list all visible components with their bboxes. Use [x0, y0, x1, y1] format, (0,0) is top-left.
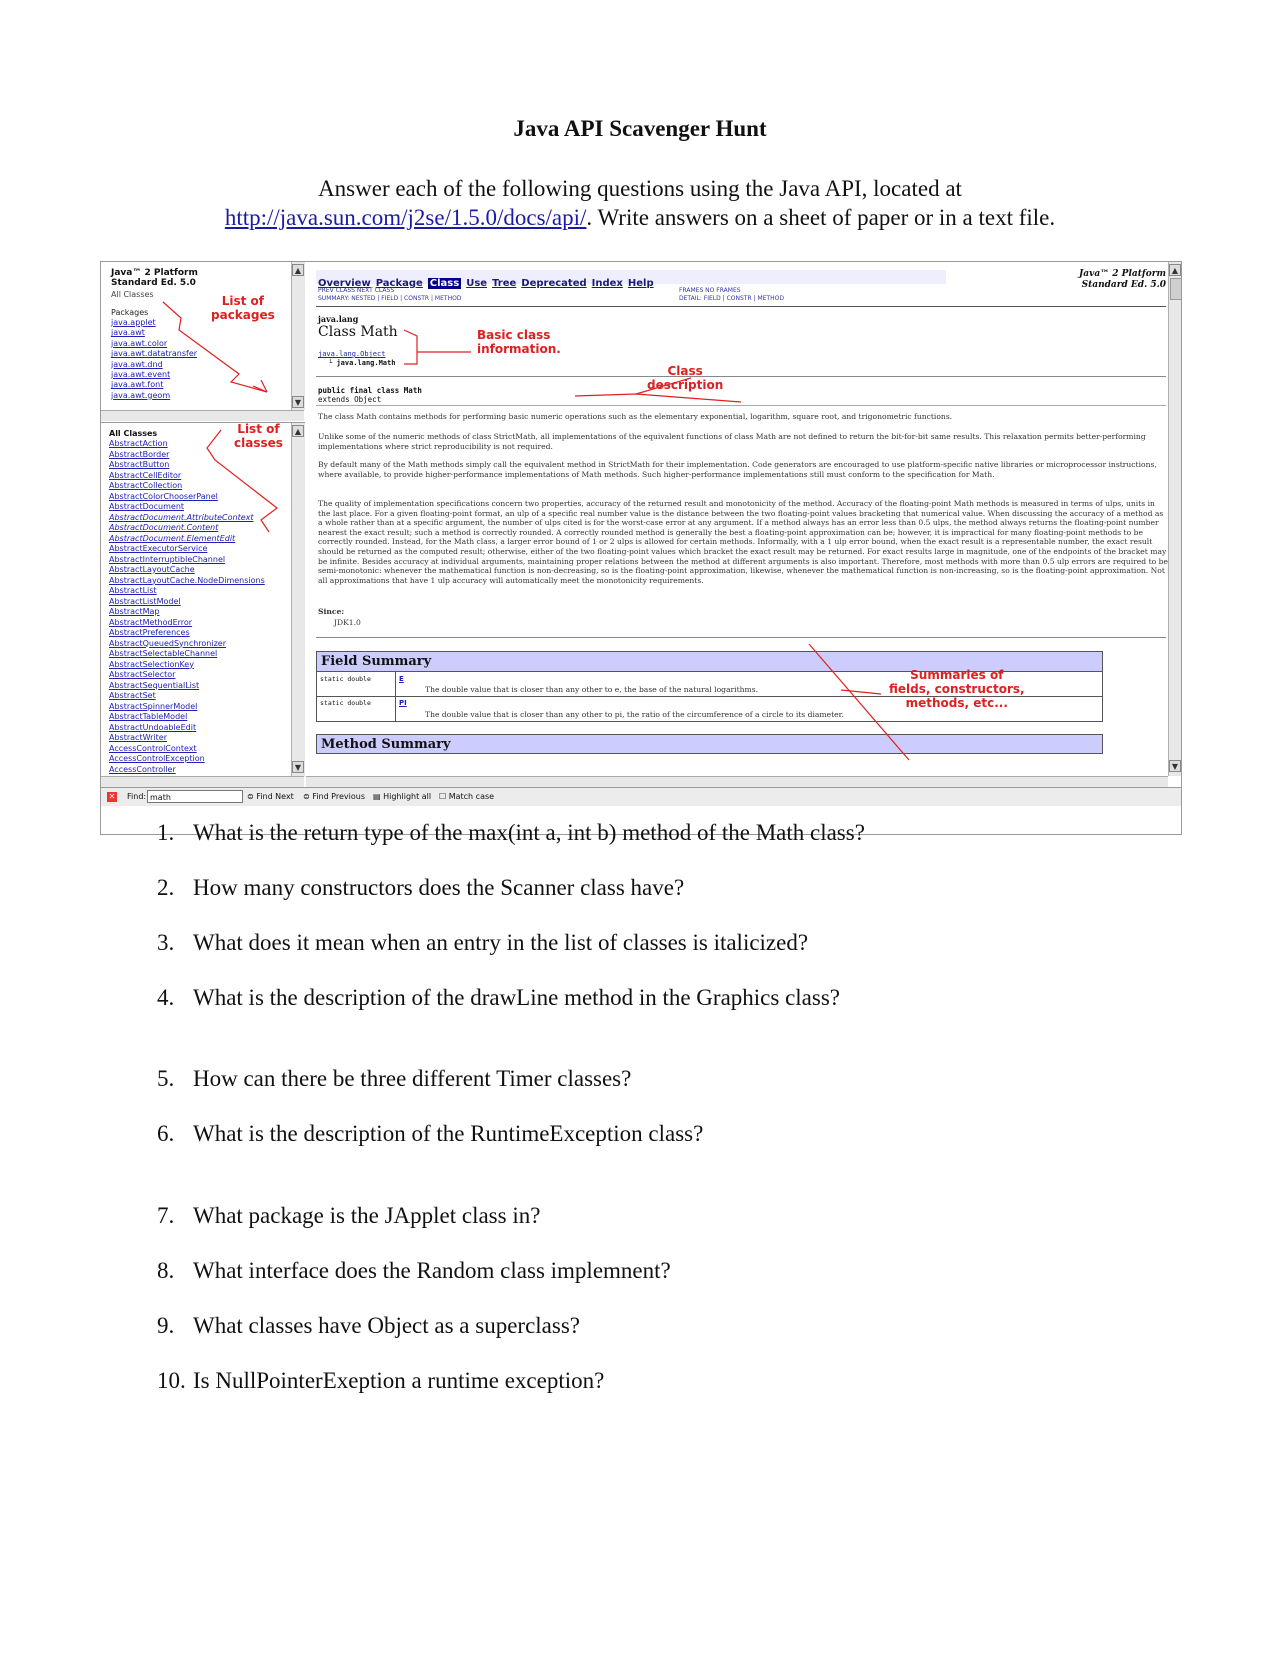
subnav-left: PREV CLASS NEXT CLASS SUMMARY: NESTED | FIELD | CONSTR | METHOD — [318, 287, 462, 302]
class-link[interactable]: AbstractSequentialList — [109, 680, 200, 690]
description-p1: The class Math contains methods for performing basic numeric operations such as the elementary exponential, logarithm, square root, and trigonometric functions. — [318, 412, 953, 421]
class-link[interactable]: AbstractDocument.ElementEdit — [109, 533, 236, 543]
close-icon[interactable]: ✕ — [108, 792, 116, 801]
class-link[interactable]: AbstractBorder — [109, 449, 170, 459]
class-link[interactable]: AbstractSet — [109, 691, 156, 700]
find-label: Find: — [127, 792, 147, 801]
field-summary-header: Field Summary — [316, 651, 1103, 672]
class-link[interactable]: AccessControlContext — [109, 743, 197, 753]
class-link[interactable]: AccessControlException — [109, 754, 205, 763]
description-p2: Unlike some of the numeric methods of class StrictMath, all implementations of the equivalent functions of class Math are not defined to return the bit-for-bit same results. This relaxation permits better-performing implementations where strict reproducibility is not required. — [318, 432, 1146, 451]
highlight-button[interactable]: ▤ Highlight all — [373, 792, 432, 801]
class-link[interactable]: AbstractAction — [109, 439, 168, 448]
field-type: static double — [320, 675, 371, 683]
find-input[interactable]: math — [147, 790, 243, 803]
question-1: 1. What is the return type of the max(int a, int b) method of the Math class? — [157, 820, 865, 845]
class-link[interactable]: AbstractList — [109, 586, 157, 595]
question-2: 2. How many constructors does the Scanner class have? — [157, 875, 685, 900]
method-summary-header: Method Summary — [316, 734, 1103, 754]
question-5: 5. How can there be three different Timer classes? — [157, 1066, 632, 1091]
field-desc: The double value that is closer than any other to e, the base of the natural logarithms. — [425, 685, 759, 694]
description-p3: By default many of the Math methods simply call the equivalent method in StrictMath for their implementation. Code generators are encouraged to use platform-specific native libraries or microprocessor instructions, where available, to provide higher-performance implementations of Math methods. Such higher-performance implementations still must conform to the specification for Math. — [318, 460, 1157, 479]
class-link[interactable]: AbstractExecutorService — [109, 544, 208, 553]
annotation-classes: List of classes — [234, 422, 283, 450]
find-bar — [101, 787, 1181, 806]
package-link[interactable]: java.awt.font — [111, 380, 164, 390]
package-link[interactable]: java.awt.event — [111, 370, 171, 380]
since-label: Since: — [318, 607, 345, 616]
find-previous-button[interactable]: ⊜ Find Previous — [303, 792, 365, 801]
annotation-summaries: Summaries of fields, constructors, methods, etc... — [889, 668, 1025, 710]
class-link[interactable]: AbstractLayoutCache.NodeDimensions — [109, 575, 265, 585]
class-link[interactable]: AbstractDocument.AttributeContext — [109, 512, 254, 522]
class-declaration: public final class Math extends Object — [318, 386, 422, 404]
since-value: JDK1.0 — [334, 618, 361, 627]
field-type: static double — [320, 699, 371, 707]
class-link[interactable]: AbstractSpinnerModel — [109, 701, 198, 711]
class-link[interactable]: AbstractSelectableChannel — [109, 649, 218, 658]
nav-link-class[interactable]: Class — [429, 278, 460, 289]
class-link[interactable]: AccessController — [109, 764, 176, 774]
annotation-basic-info: Basic class information. — [477, 328, 561, 356]
question-4: 4. What is the description of the drawLine method in the Graphics class? — [157, 985, 840, 1010]
class-link[interactable]: AbstractMap — [109, 607, 160, 616]
class-heading: Class Math — [318, 324, 398, 340]
class-link[interactable]: AbstractListModel — [109, 596, 181, 606]
class-link[interactable]: AbstractSelectionKey — [109, 659, 194, 669]
class-link[interactable]: AbstractWriter — [109, 733, 167, 742]
class-link[interactable]: AbstractMethodError — [109, 617, 193, 627]
scroll-up-icon[interactable]: ▲ — [292, 425, 304, 437]
package-link[interactable]: java.awt.color — [111, 338, 168, 348]
annotation-packages: List of packages — [211, 294, 275, 322]
document-title: Java API Scavenger Hunt — [513, 116, 767, 141]
field-name-link[interactable]: PI — [399, 699, 407, 707]
scroll-up-icon[interactable]: ▲ — [1169, 264, 1181, 276]
intro-after-link: . Write answers on a sheet of paper or in a text file. — [586, 205, 1056, 230]
class-hierarchy: java.lang.Object └ java.lang.Math — [318, 350, 396, 367]
package-link[interactable]: java.awt.dnd — [111, 359, 163, 369]
all-classes-label: All Classes — [109, 429, 158, 438]
api-screenshot — [100, 261, 1182, 835]
intro-line-1: Answer each of the following questions using the Java API, located at — [318, 176, 962, 201]
class-link[interactable]: AbstractTableModel — [109, 712, 188, 721]
subnav-right: FRAMES NO FRAMES DETAIL: FIELD | CONSTR | METHOD — [679, 287, 784, 302]
api-link[interactable]: http://java.sun.com/j2se/1.5.0/docs/api/ — [224, 205, 587, 230]
question-7: 7. What package is the JApplet class in? — [157, 1203, 541, 1228]
class-link[interactable]: AbstractButton — [109, 460, 170, 469]
field-name-link[interactable]: E — [399, 675, 404, 683]
package-link[interactable]: java.awt.geom — [111, 390, 171, 400]
scroll-down-icon[interactable]: ▼ — [292, 396, 304, 408]
package-link[interactable]: java.applet — [111, 318, 156, 327]
package-name: java.lang — [318, 314, 359, 324]
scroll-down-icon[interactable]: ▼ — [1169, 760, 1181, 772]
scroll-down-icon[interactable]: ▼ — [292, 761, 304, 773]
annotation-description: Class description — [647, 364, 724, 392]
nav-link-index[interactable]: Index — [591, 278, 623, 289]
scroll-up-icon[interactable]: ▲ — [292, 264, 304, 276]
class-link[interactable]: AbstractDocument — [109, 502, 185, 511]
question-3: 3. What does it mean when an entry in the list of classes is italicized? — [157, 930, 809, 955]
nav-link-overview[interactable]: Overview — [318, 278, 371, 289]
class-link[interactable]: AbstractQueuedSynchronizer — [109, 638, 227, 648]
nav-link-use[interactable]: Use — [466, 278, 488, 289]
class-link[interactable]: AbstractUndoableEdit — [109, 722, 197, 732]
packages-label: Packages — [111, 308, 149, 317]
nav-link-help[interactable]: Help — [627, 278, 654, 289]
question-10: 10. Is NullPointerExeption a runtime exception? — [157, 1368, 605, 1393]
class-link[interactable]: AbstractInterruptibleChannel — [109, 554, 226, 564]
question-8: 8. What interface does the Random class implemnent? — [157, 1258, 671, 1283]
question-9: 9. What classes have Object as a superclass? — [157, 1313, 581, 1338]
package-link[interactable]: java.awt.datatransfer — [111, 349, 198, 359]
platform-title: Java™ 2 Platform Standard Ed. 5.0 — [111, 268, 198, 288]
intro-line-2 — [0, 205, 1280, 231]
package-link[interactable]: java.awt — [111, 328, 145, 338]
find-next-button[interactable]: ⊜ Find Next — [247, 792, 294, 801]
class-link[interactable]: AbstractLayoutCache — [109, 565, 195, 574]
class-link[interactable]: AbstractCellEditor — [109, 470, 182, 480]
description-p4: The quality of implementation specifications concern two properties, accuracy of the returned result and monotonicity of the method. Accuracy of the floating-point Math methods is measured in terms of ulps, units in the last place. For a given floating-point format, an ulp of a specific real number value is the distance between the two floating-point values bracketing that numerical value. When discussing the accuracy of a method as a whole rather than at a specific argument, the number of ulps cited is for the worst-case error at any argument. If a method always has an error less than 0.5 ulps, the method always returns the floating-point number nearest the exact result; such a method is correctly rounded. A correctly rounded method is generally the best a floating-point approximation can be; however, it is impractical for many floating-point methods to be correctly rounded. Instead, for the Math class, a larger error bound of 1 or 2 ulps is allowed for certain methods. Informally, with a 1 ulp error bound, when the exact result is a representable number, the exact result should be returned as the computed result; otherwise, either of the two floating-point values which bracket the exact result may be returned. For exact results large in magnitude, one of the endpoints of the bracket may be infinite. Besides accuracy at individual arguments, maintaining proper relations between the method at different arguments is also important. Therefore, most methods with more than 0.5 ulp errors are required to be semi-monotonic: whenever the mathematical function is non-decreasing, so is the floating-point approximation, likewise, whenever the mathematical function is non-increasing, so is the floating-point approximation. Not all approximations that have 1 ulp accuracy will automatically meet the monotonicity requirements. — [318, 499, 1168, 585]
nav-link-package[interactable]: Package — [375, 278, 423, 289]
nav-link-tree[interactable]: Tree — [492, 278, 517, 289]
class-link[interactable]: AbstractColorChooserPanel — [109, 491, 218, 501]
nav-link-deprecated[interactable]: Deprecated — [521, 278, 587, 289]
match-case-checkbox[interactable]: ☐ Match case — [439, 792, 495, 801]
class-link[interactable]: AbstractPreferences — [109, 628, 190, 637]
all-classes-top-link[interactable]: All Classes — [111, 290, 154, 299]
class-link[interactable]: AbstractSelector — [109, 670, 176, 679]
class-link[interactable]: AbstractCollection — [109, 481, 183, 490]
question-6: 6. What is the description of the RuntimeException class? — [157, 1121, 704, 1146]
right-platform-title: Java™ 2 Platform Standard Ed. 5.0 — [1079, 269, 1166, 290]
class-link[interactable]: AbstractDocument.Content — [109, 523, 219, 532]
field-desc: The double value that is closer than any other to pi, the ratio of the circumference of a circle to its diameter. — [425, 710, 844, 719]
